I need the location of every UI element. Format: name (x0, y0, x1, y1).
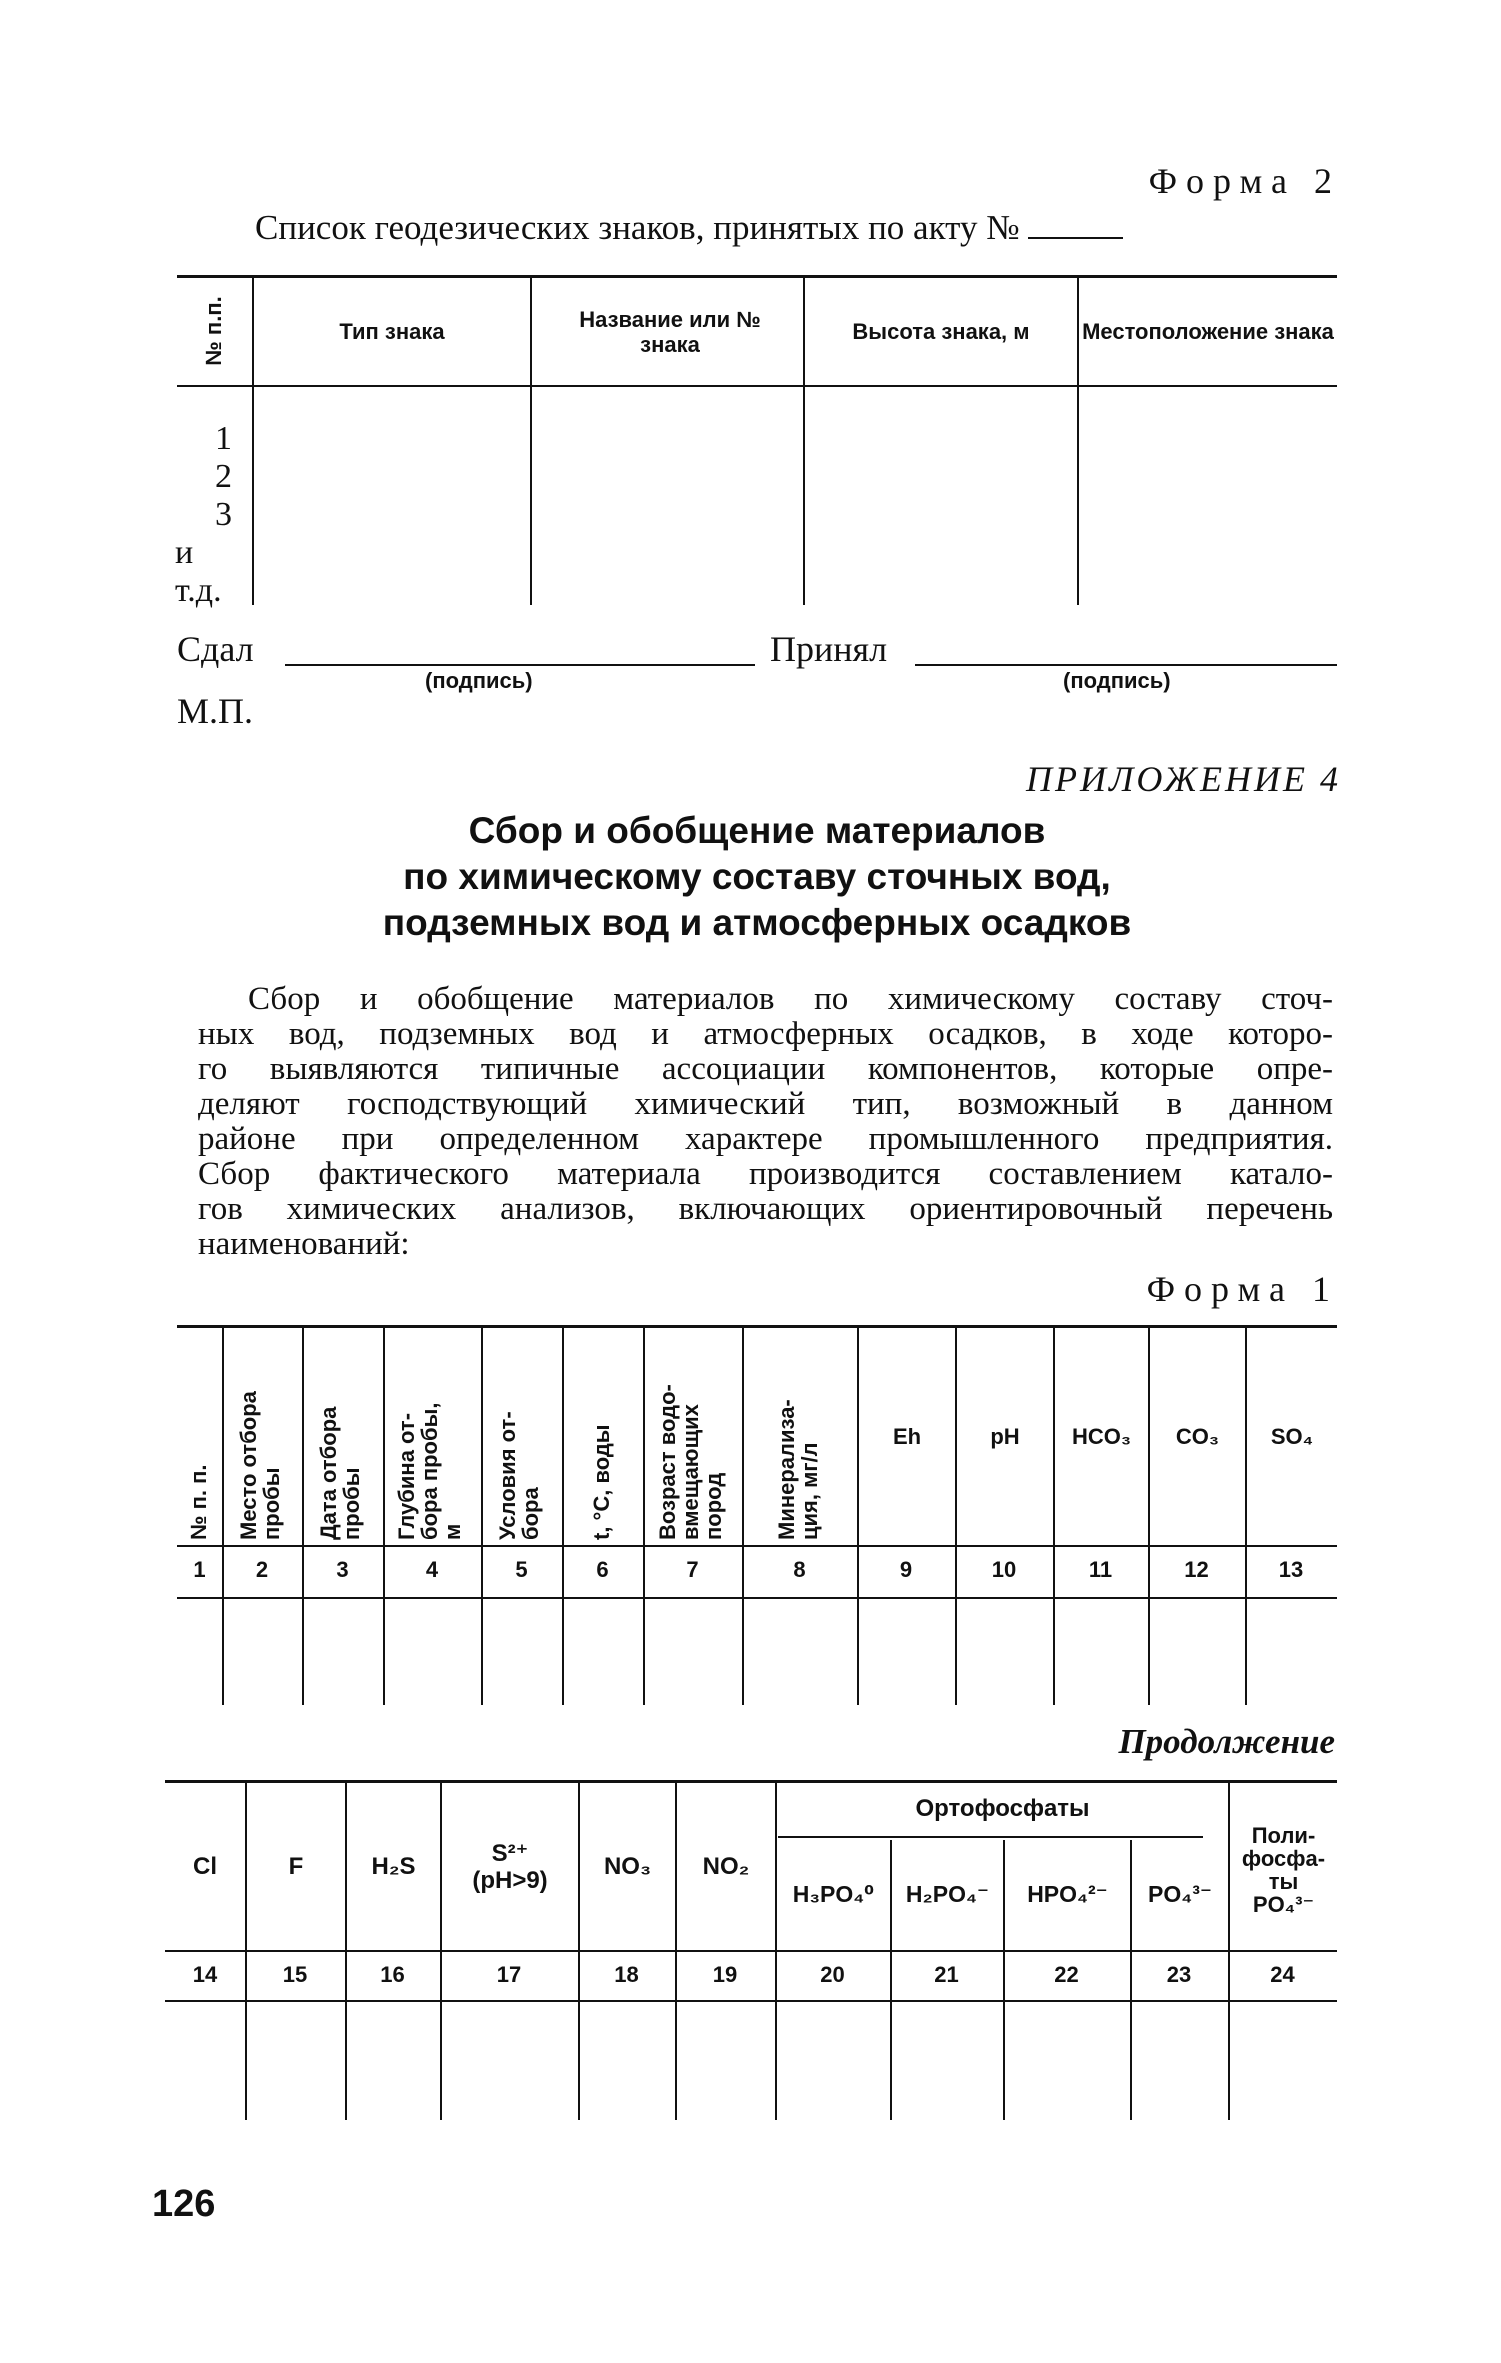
cont-colnum: 14 (192, 1962, 218, 1987)
cont-colnum: 21 (934, 1962, 959, 1987)
form1-colnum: 9 (899, 1557, 913, 1582)
form1-h-cond: Условия от- бора (495, 1411, 544, 1540)
form1-colnum: 2 (255, 1557, 269, 1582)
cont-h-s2: S²⁺ (pH>9) (472, 1840, 548, 1894)
form1-colnum: 1 (193, 1557, 206, 1582)
cont-h-orto-4: PO₄³⁻ (1148, 1881, 1212, 1908)
form1-h-depth: Глубина от- бора пробы, м (394, 1402, 466, 1540)
page-number: 126 (152, 2183, 216, 2225)
form2-header-num: № п.п. (201, 296, 226, 366)
cont-colnum: 17 (496, 1962, 522, 1987)
sdal-label: Сдал (177, 629, 254, 669)
form1-h-place: Место отбора пробы (236, 1391, 285, 1540)
cont-h-no3: NO₃ (603, 1853, 652, 1881)
form1-colnum: 7 (686, 1557, 699, 1582)
form2-header-height: Высота знака, м (852, 319, 1030, 345)
cont-colnum: 19 (712, 1962, 738, 1987)
podpis-2: (подпись) (1063, 668, 1171, 693)
form1-colnum: 11 (1088, 1557, 1113, 1582)
cont-h-orto-1: H₃PO₄⁰ (792, 1881, 875, 1908)
form1-colnum: 3 (336, 1557, 349, 1582)
appendix-title: Сбор и обобщение материалов по химическому составу сточных вод, подземных вод и атмосферных осадков (382, 810, 1132, 943)
form1-colnum: 5 (515, 1557, 528, 1582)
cont-h-orto-3: HPO₄²⁻ (1027, 1881, 1108, 1908)
form2-label: Форма 2 (1148, 161, 1341, 201)
form1-colnum: 10 (991, 1557, 1017, 1582)
cont-h-orto: Ортофосфаты (915, 1794, 1090, 1822)
form1-colnum: 12 (1184, 1557, 1209, 1582)
cont-colnum: 18 (614, 1962, 639, 1987)
form1-colnum: 13 (1278, 1557, 1304, 1582)
cont-colnum: 22 (1054, 1962, 1079, 1987)
cont-h-f: F (288, 1853, 304, 1881)
form2-header-type: Тип знака (339, 319, 445, 345)
cont-h-orto-2: H₂PO₄⁻ (905, 1881, 990, 1908)
form1-h-eh: Eh (892, 1424, 922, 1450)
form1-h-mineral: Минерализа- ция, мг/л (774, 1399, 823, 1540)
cont-h-cl: Cl (193, 1853, 217, 1881)
cont-colnum: 24 (1270, 1962, 1295, 1987)
podpis-1: (подпись) (425, 668, 533, 693)
cont-colnum: 15 (282, 1962, 308, 1987)
form2-header-name: Название или № знака (579, 307, 761, 357)
form2-title: Список геодезических знаков, принятых по акту № (255, 208, 1123, 248)
cont-colnum: 20 (820, 1962, 845, 1987)
form1-colnum: 6 (596, 1557, 609, 1582)
form2-row-labels: 1 2 3 и т.д. (175, 420, 232, 609)
form1-h-date: Дата отбора пробы (316, 1406, 365, 1540)
form1-h-ph: pH (990, 1424, 1020, 1450)
appendix-label: ПРИЛОЖЕНИЕ 4 (1026, 759, 1341, 799)
mp-label: М.П. (177, 691, 254, 731)
form1-h-temp: t, °C, воды (589, 1424, 614, 1540)
cont-h-h2s: H₂S (371, 1853, 416, 1881)
continuation-label: Продолжение (1118, 1722, 1335, 1761)
cont-colnum: 23 (1166, 1962, 1192, 1987)
form1-colnum: 4 (425, 1557, 439, 1582)
form1-label: Форма 1 (1146, 1269, 1339, 1309)
cont-h-no2: NO₂ (702, 1853, 750, 1881)
appendix-paragraph: Сбор и обобщение материалов по химическому составу сточ- ных вод, подземных вод и атмосферных осадков, в ходе которо- го выявляются типичные ассоциации компонентов, которые опре- деляют господствующий химический тип, возможный в данном районе при определенном характере промышленного предприятия. Сбор фактического материала производится составлением катало- гов химических анализов, включающих ориентировочный перечень наименований: (198, 981, 1333, 1262)
form1-h-age: Возраст водо- вмещающих пород (655, 1384, 727, 1540)
form1-h-num: № п. п. (186, 1464, 211, 1540)
form1-h-hco3: HCO₃ (1071, 1424, 1132, 1450)
prinyal-label: Принял (770, 629, 888, 669)
form1-h-so4: SO₄ (1270, 1424, 1314, 1450)
form1-h-co3: CO₃ (1175, 1424, 1220, 1450)
form2-header-location: Местоположение знака (1082, 319, 1334, 345)
form1-colnum: 8 (793, 1557, 806, 1582)
cont-colnum: 16 (380, 1962, 405, 1987)
cont-h-poly: Поли- фосфа- ты PO₄³⁻ (1241, 1822, 1326, 1918)
